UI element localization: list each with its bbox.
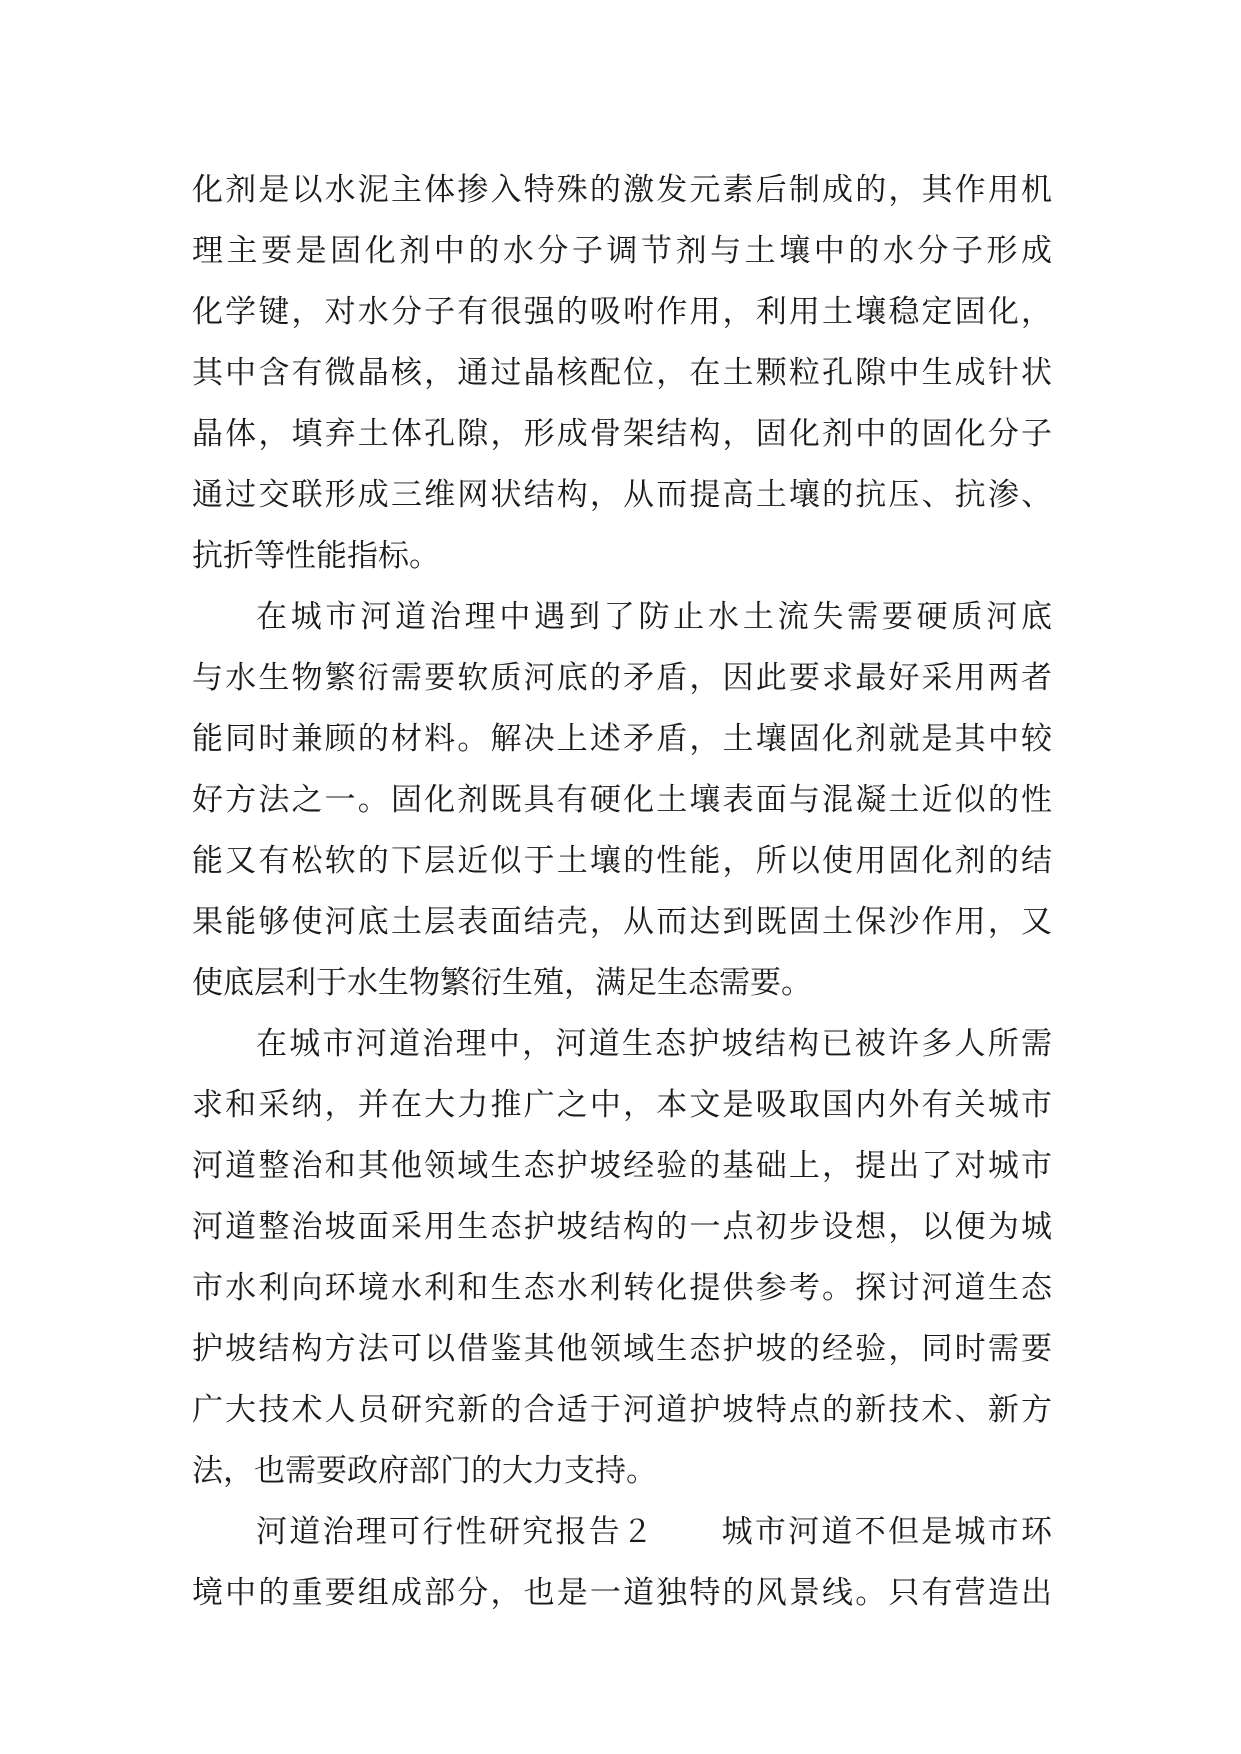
text-line: 在城市河道治理中，河道生态护坡结构已被许多人所需 <box>256 1026 1052 1062</box>
text-line: 河道治理可行性研究报告２ 城市河道不但是城市环 <box>256 1514 1052 1550</box>
text-line: 果能够使河底土层表面结壳，从而达到既固土保沙作用，又 <box>192 904 1052 940</box>
paragraph <box>192 1502 1052 1624</box>
text-line: 境中的重要组成部分，也是一道独特的风景线。只有营造出 <box>192 1575 1052 1611</box>
paragraph <box>192 587 1052 1014</box>
text-line: 在城市河道治理中遇到了防止水土流失需要硬质河底 <box>256 599 1052 635</box>
text-line: 市水利向环境水利和生态水利转化提供参考。探讨河道生态 <box>192 1270 1052 1306</box>
text-line: 好方法之一。固化剂既具有硬化土壤表面与混凝土近似的性 <box>192 782 1052 818</box>
text-line: 广大技术人员研究新的合适于河道护坡特点的新技术、新方 <box>192 1392 1052 1428</box>
text-line: 河道整治坡面采用生态护坡结构的一点初步设想，以便为城 <box>192 1209 1052 1245</box>
text-line: 抗折等性能指标。 <box>192 538 440 574</box>
text-line: 能同时兼顾的材料。解决上述矛盾，土壤固化剂就是其中较 <box>192 721 1052 757</box>
text-line: 护坡结构方法可以借鉴其他领域生态护坡的经验，同时需要 <box>192 1331 1052 1367</box>
text-line: 其中含有微晶核，通过晶核配位，在土颗粒孔隙中生成针状 <box>192 355 1052 391</box>
document-body <box>192 160 1052 1624</box>
text-line: 化学键，对水分子有很强的吸咐作用，利用土壤稳定固化， <box>192 294 1052 330</box>
text-line: 使底层利于水生物繁衍生殖，满足生态需要。 <box>192 965 812 1001</box>
text-line: 化剂是以水泥主体掺入特殊的激发元素后制成的，其作用机 <box>192 172 1052 208</box>
text-line: 能又有松软的下层近似于土壤的性能，所以使用固化剂的结 <box>192 843 1052 879</box>
text-line: 求和采纳，并在大力推广之中，本文是吸取国内外有关城市 <box>192 1087 1052 1123</box>
text-line: 晶体，填弃土体孔隙，形成骨架结构，固化剂中的固化分子 <box>192 416 1052 452</box>
text-line: 与水生物繁衍需要软质河底的矛盾，因此要求最好采用两者 <box>192 660 1052 696</box>
text-line: 法，也需要政府部门的大力支持。 <box>192 1453 657 1489</box>
text-line: 通过交联形成三维网状结构，从而提高土壤的抗压、抗渗、 <box>192 477 1052 513</box>
text-line: 河道整治和其他领域生态护坡经验的基础上，提出了对城市 <box>192 1148 1052 1184</box>
paragraph <box>192 160 1052 587</box>
text-line: 理主要是固化剂中的水分子调节剂与土壤中的水分子形成 <box>192 233 1052 269</box>
paragraph <box>192 1014 1052 1502</box>
